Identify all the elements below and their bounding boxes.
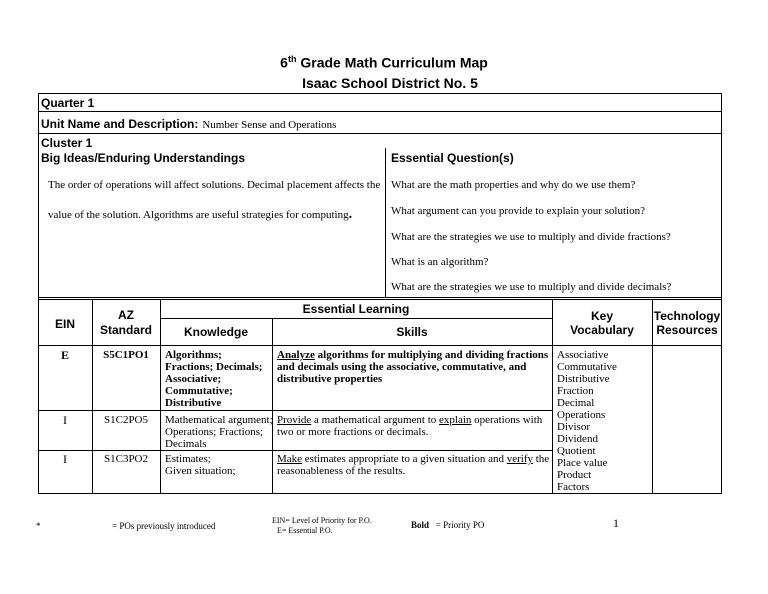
row-skills [277, 349, 548, 385]
vocab-item: Divisor [557, 421, 590, 433]
vocab-item: Commutative [557, 361, 617, 373]
skill-text: estimates appropriate to a given situation and [302, 453, 507, 465]
vocab-item: Distributive [557, 373, 610, 385]
row-standard: S1C3PO2 [103, 453, 149, 465]
skill-text: reasonableness of the results. [277, 465, 406, 477]
essential-question: What is an algorithm? [391, 256, 489, 268]
footer-star: * [36, 521, 41, 531]
essential-question: What argument can you provide to explain your solution? [391, 205, 645, 217]
district-title: Isaac School District No. 5 [302, 75, 478, 91]
big-ideas-line-2-end: . [348, 207, 353, 222]
skill-verb: verify [506, 453, 533, 465]
row-skills [277, 414, 542, 438]
skill-text: operations with [471, 414, 543, 426]
divider [38, 111, 722, 112]
skill-verb: Make [277, 453, 303, 465]
vocab-item: Product [557, 469, 592, 481]
knowledge-item: Associative; [165, 373, 222, 385]
frame-right [721, 93, 722, 494]
essential-question: What are the strategies we use to multiply and divide decimals? [391, 281, 672, 293]
grade-suffix: th [287, 54, 297, 64]
vocab-item: Place value [557, 457, 608, 469]
quarter-label: Quarter 1 [41, 96, 95, 110]
unit-row [41, 115, 336, 133]
footer-bold-label: Bold [411, 520, 430, 530]
vocab-item: Factors [557, 481, 590, 493]
knowledge-item: Estimates; [165, 453, 211, 465]
skill-text: distributive properties [277, 373, 383, 385]
grade-number: 6 [280, 54, 288, 71]
big-ideas-line-2 [48, 207, 352, 223]
skill-text: and decimals using the associative, commutative, and [277, 361, 527, 373]
essential-learning-header: Essential Learning [302, 302, 410, 316]
tech-header-line-1: Technology [653, 309, 721, 323]
row-knowledge [165, 453, 236, 477]
footer-ein-note-2: E= Essential P.O. [277, 526, 333, 535]
divider [38, 133, 722, 134]
row-standard: S5C1PO1 [103, 349, 149, 361]
footer-star-note: = POs previously introduced [112, 521, 216, 531]
unit-label: Unit Name and Description: [41, 117, 199, 131]
skill-text: two or more fractions or decimals. [277, 426, 429, 438]
page-number: 1 [613, 516, 619, 530]
row-standard: S1C2PO5 [103, 414, 149, 426]
skill-verb: explain [439, 414, 472, 426]
essential-question: What are the math properties and why do we use them? [391, 179, 636, 191]
vocab-item: Associative [557, 349, 609, 361]
vocab-item: Operations [557, 409, 606, 421]
knowledge-item: Fractions; Decimals; [165, 361, 263, 373]
big-ideas-line-2-text: value of the solution. Algorithms are useful strategies for computing [48, 209, 349, 221]
footer-bold-note: = Priority PO [435, 520, 485, 530]
essential-question: What are the strategies we use to multiply and divide fractions? [391, 231, 671, 243]
frame-top [38, 93, 722, 94]
skill-text: algorithms for multiplying and dividing fractions [314, 349, 549, 361]
footer-ein-note-1: EIN= Level of Priority for P.O. [272, 516, 372, 525]
key-vocab-header-line-1: Key [590, 309, 613, 323]
knowledge-item: Distributive [165, 397, 222, 409]
vocabulary-list [557, 349, 617, 493]
row-ein: I [63, 413, 67, 427]
knowledge-item: Commutative; [165, 385, 233, 397]
row-divider [38, 410, 552, 411]
knowledge-item: Decimals [165, 438, 207, 450]
knowledge-item: Given situation; [165, 465, 236, 477]
row-skills [277, 453, 549, 477]
skill-verb: Analyze [277, 349, 315, 361]
row-divider [38, 450, 552, 451]
row-knowledge [165, 349, 262, 409]
page-title [0, 54, 768, 71]
unit-value: Number Sense and Operations [202, 119, 337, 131]
footer-bold-legend [411, 520, 484, 530]
knowledge-header: Knowledge [183, 325, 248, 339]
divider [160, 318, 552, 319]
vocab-item: Dividend [557, 433, 598, 445]
frame-bottom [38, 493, 722, 494]
title-rest: Grade Math Curriculum Map [296, 54, 488, 71]
big-ideas-heading: Big Ideas/Enduring Understandings [41, 151, 246, 165]
az-header-line-1: AZ [118, 308, 134, 322]
knowledge-item: Algorithms; [165, 349, 222, 361]
knowledge-item: Operations; Fractions; [165, 426, 264, 438]
skill-verb: Provide [277, 414, 312, 426]
skill-text: a mathematical argument to [311, 414, 440, 426]
row-knowledge [165, 414, 273, 450]
divider [38, 299, 722, 300]
tech-header-line-2: Resources [656, 323, 718, 337]
ein-header: EIN [54, 317, 75, 331]
skill-text: the [532, 453, 550, 465]
divider [38, 345, 722, 346]
cluster-label: Cluster 1 [41, 136, 93, 150]
key-vocab-header-line-2: Vocabulary [570, 323, 634, 337]
knowledge-item: Mathematical argument; [165, 414, 273, 426]
questions-divider [385, 148, 386, 298]
row-ein: E [60, 348, 69, 362]
vocab-item: Decimal [557, 397, 595, 409]
vocab-item: Quotient [557, 445, 596, 457]
vocab-item: Fraction [557, 385, 594, 397]
essential-questions-heading: Essential Question(s) [391, 151, 514, 165]
frame-left [38, 93, 39, 494]
big-ideas-line-1: The order of operations will affect solutions. Decimal placement affects the [48, 179, 381, 191]
divider [38, 297, 722, 298]
skills-header: Skills [396, 325, 428, 339]
row-ein: I [63, 452, 67, 466]
az-header-line-2: Standard [99, 323, 152, 337]
